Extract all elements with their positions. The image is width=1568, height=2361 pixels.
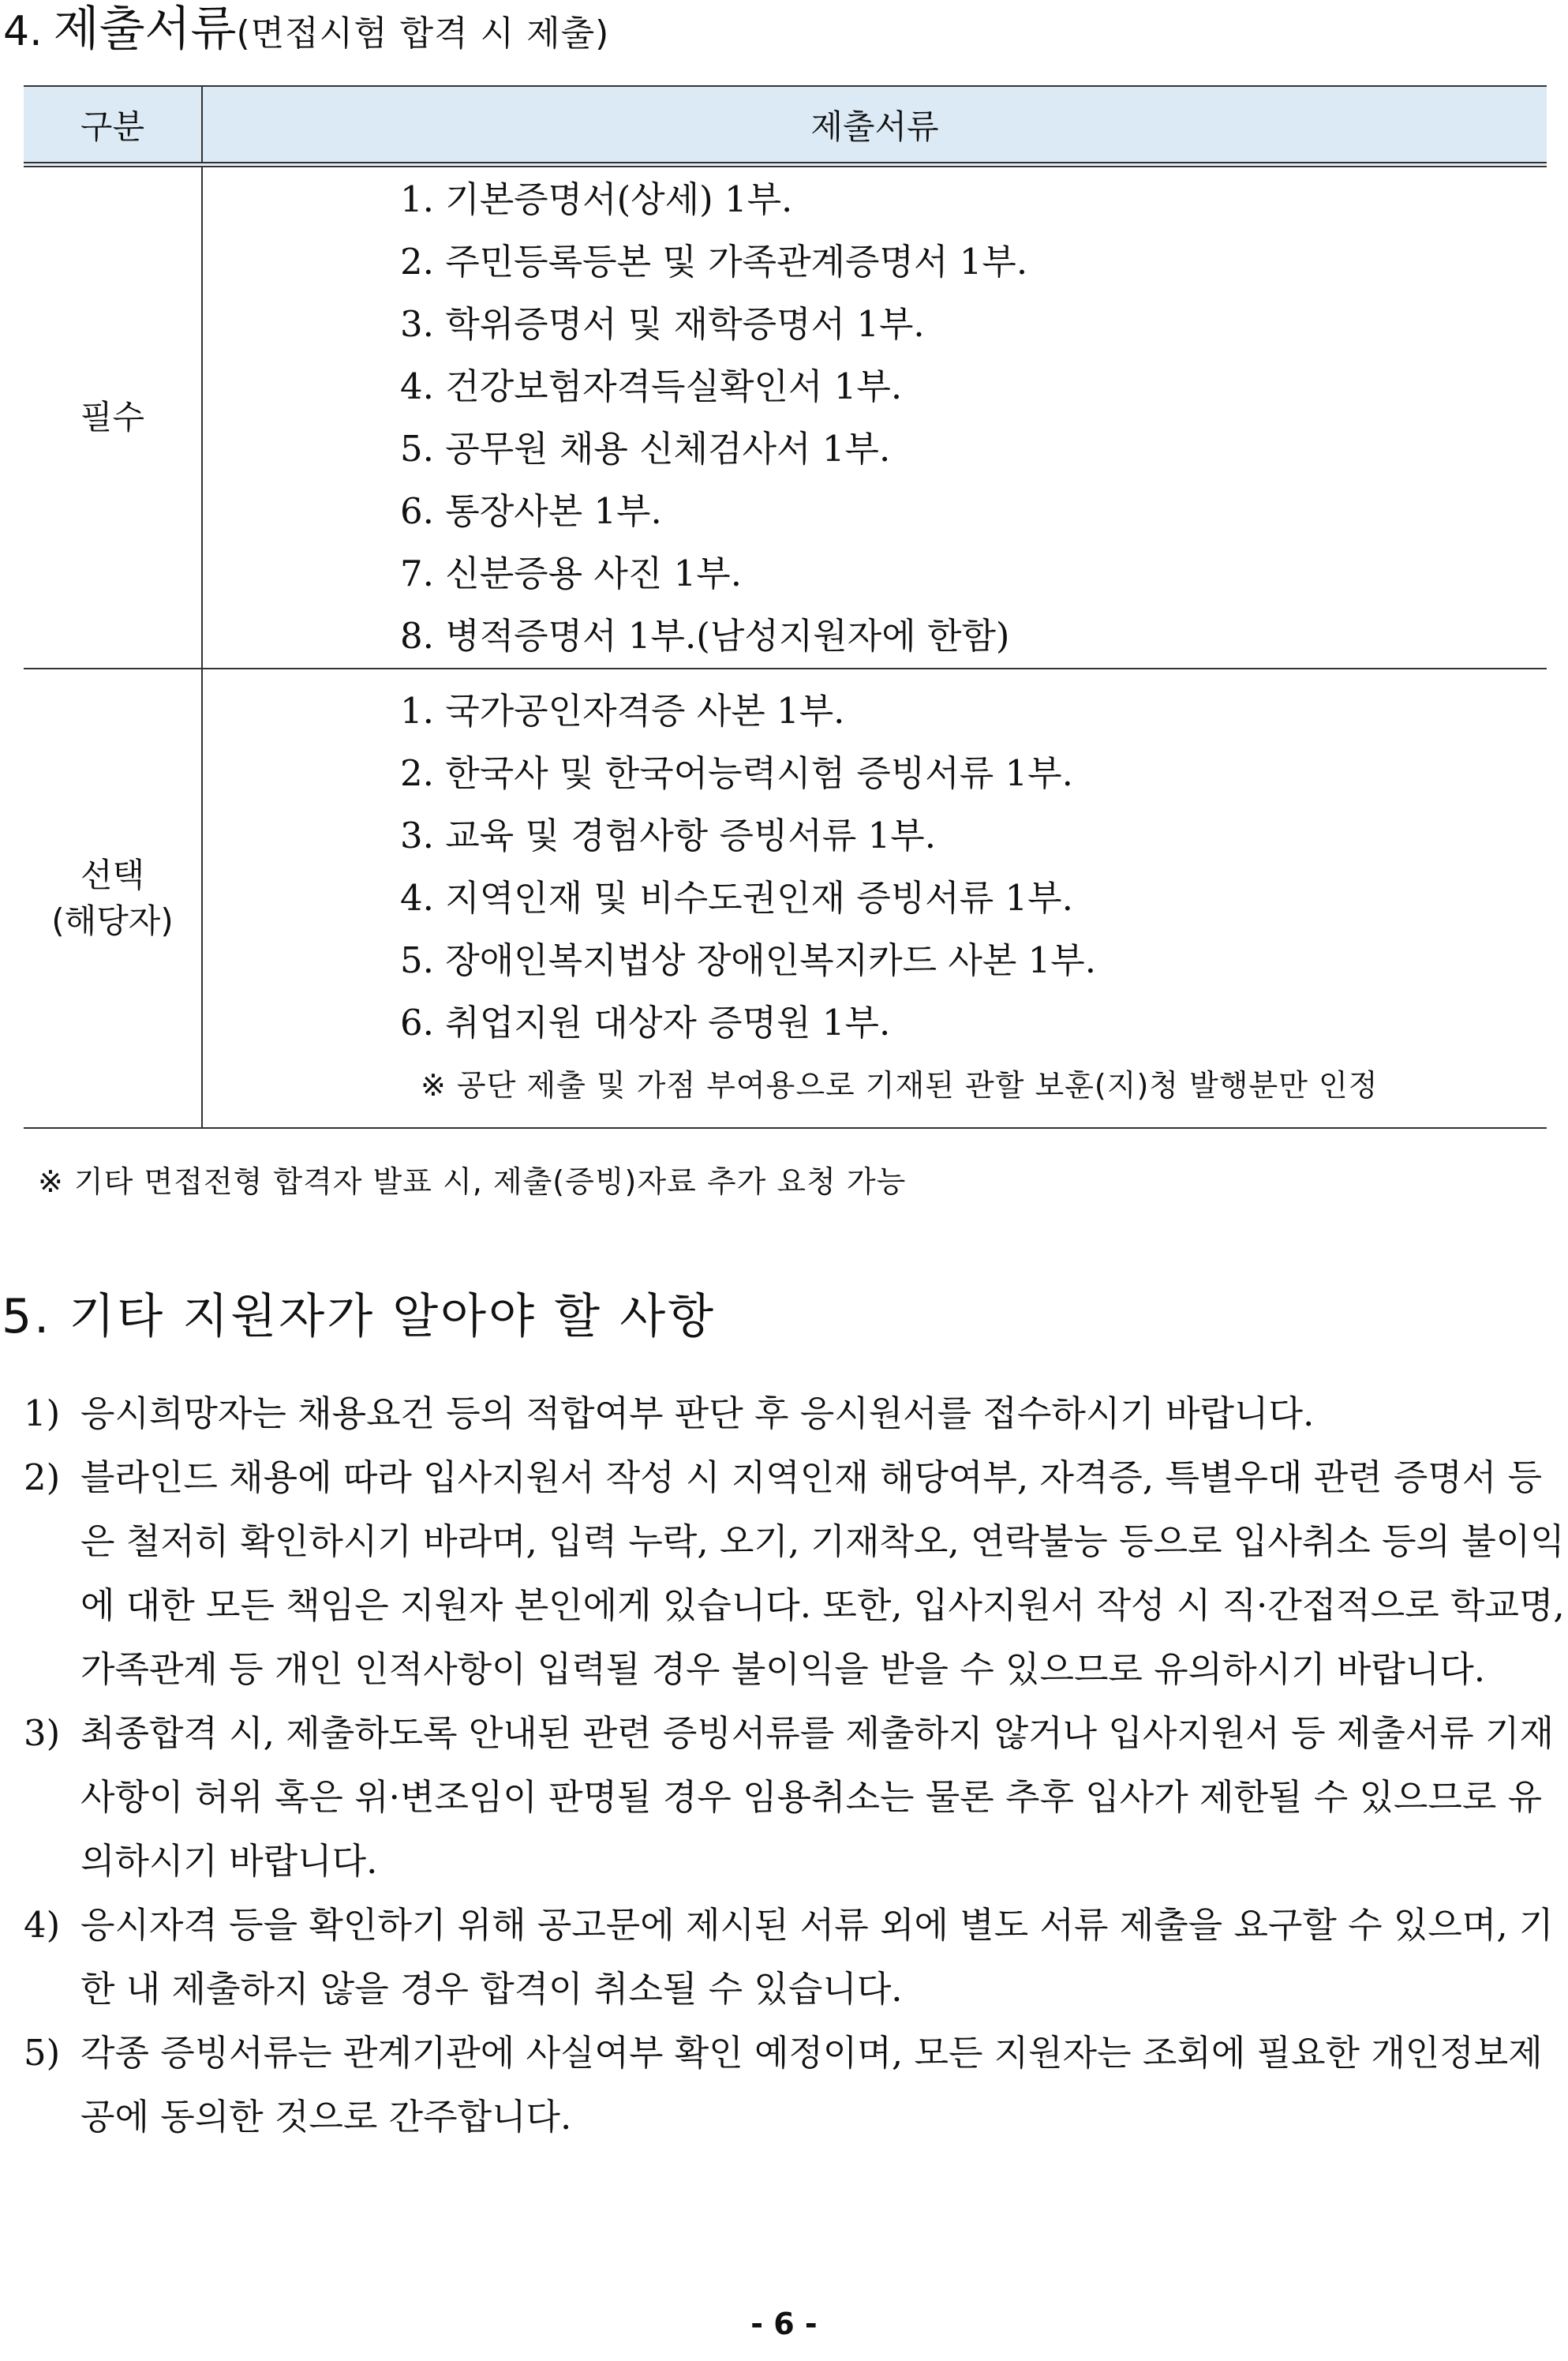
list-item: 5. 장애인복지법상 장애인복지카드 사본 1부.	[400, 939, 1097, 981]
notice-text: 응시희망자는 채용요건 등의 적합여부 판단 후 응시원서를 접수하시기 바랍니다.	[80, 1392, 1315, 1434]
notice-text: 응시자격 등을 확인하기 위해 공고문에 제시된 서류 외에 별도 서류 제출을 요구할 수 있으며, 기한 내 제출하지 않을 경우 합격이 취소될 수 있습니다.	[80, 1904, 1554, 2010]
list-item: 1. 기본증명서(상세) 1부.	[400, 178, 793, 220]
notice-marker: 2)	[24, 1456, 61, 1498]
optional-documents-cell	[202, 669, 1547, 1128]
category-optional	[24, 669, 202, 1128]
list-item: 6. 취업지원 대상자 증명원 1부.	[400, 1002, 891, 1044]
section-4-subtitle: (면접시험 합격 시 제출)	[236, 13, 610, 54]
optional-documents-list	[400, 680, 1547, 1117]
required-documents-list	[400, 168, 1547, 667]
header-documents: 제출서류	[202, 86, 1547, 165]
list-item: 5. 공무원 채용 신체검사서 1부.	[400, 428, 891, 470]
submission-documents-table	[24, 85, 1547, 1129]
list-item: 7. 신분증용 사진 1부.	[400, 553, 743, 594]
veterans-note: ※ 공단 제출 및 가점 부여용으로 기재된 관할 보훈(지)청 발행분만 인정	[421, 1068, 1379, 1103]
notice-marker: 4)	[24, 1904, 61, 1946]
required-documents-cell	[202, 165, 1547, 669]
additional-request-note: ※ 기타 면접전형 합격자 발표 시, 제출(증빙)자료 추가 요청 가능	[38, 1164, 907, 1199]
notice-marker: 5)	[24, 2032, 61, 2074]
notice-text: 블라인드 채용에 따라 입사지원서 작성 시 지역인재 해당여부, 자격증, 특별우대 관련 증명서 등은 철저히 확인하시기 바라며, 입력 누락, 오기, 기재착오, 연락불능 등으로 입사취소 등의 불이익에 대한 모든 책임은 지원자 본인에게 있습니다. 또한, 입사지원서 작성 시 직·간접적으로 학교명, 가족관계 등 개인 인적사항이 입력될 경우 불이익을 받을 수 있으므로 유의하시기 바랍니다.	[80, 1456, 1565, 1690]
table-header-row	[24, 86, 1547, 165]
list-item: 1. 국가공인자격증 사본 1부.	[400, 690, 845, 732]
page-number: - 6 -	[750, 2307, 818, 2341]
notice-item	[24, 1893, 1568, 2021]
notice-item	[24, 1381, 1568, 1445]
notice-item	[24, 1701, 1568, 1893]
list-item: 2. 한국사 및 한국어능력시험 증빙서류 1부.	[400, 752, 1073, 794]
category-optional-qualifier: (해당자)	[51, 901, 174, 940]
notice-item	[24, 2021, 1568, 2149]
table-row-required	[24, 165, 1547, 669]
list-item: 4. 지역인재 및 비수도권인재 증빙서류 1부.	[400, 877, 1073, 919]
section-4-number: 4.	[3, 8, 43, 55]
notice-text: 최종합격 시, 제출하도록 안내된 관련 증빙서류를 제출하지 않거나 입사지원서 등 제출서류 기재사항이 허위 혹은 위·변조임이 판명될 경우 임용취소는 물론 추후 입사가 제한될 수 있으므로 유의하시기 바랍니다.	[80, 1712, 1554, 1882]
category-required: 필수	[24, 165, 202, 669]
section-4-title: 제출서류	[53, 2, 237, 57]
applicant-notices-list	[24, 1381, 1568, 2149]
list-item: 6. 통장사본 1부.	[400, 490, 662, 532]
section-4-heading	[3, 2, 609, 69]
notice-text: 각종 증빙서류는 관계기관에 사실여부 확인 예정이며, 모든 지원자는 조회에 필요한 개인정보제공에 동의한 것으로 간주합니다.	[80, 2032, 1543, 2138]
list-item: 3. 학위증명서 및 재학증명서 1부.	[400, 303, 925, 345]
list-item: 3. 교육 및 경험사항 증빙서류 1부.	[400, 815, 937, 856]
notice-marker: 3)	[24, 1712, 61, 1754]
notice-item	[24, 1445, 1568, 1701]
notice-marker: 1)	[24, 1392, 61, 1434]
list-item: 4. 건강보험자격득실확인서 1부.	[400, 365, 903, 407]
category-optional-label: 선택	[80, 856, 145, 894]
header-category: 구분	[24, 86, 202, 165]
table-row-optional	[24, 669, 1547, 1128]
section-5-heading: 5. 기타 지원자가 알아야 할 사항	[2, 1289, 717, 1344]
list-item: 8. 병적증명서 1부.(남성지원자에 한함)	[400, 615, 1010, 657]
list-item: 2. 주민등록등본 및 가족관계증명서 1부.	[400, 241, 1028, 283]
